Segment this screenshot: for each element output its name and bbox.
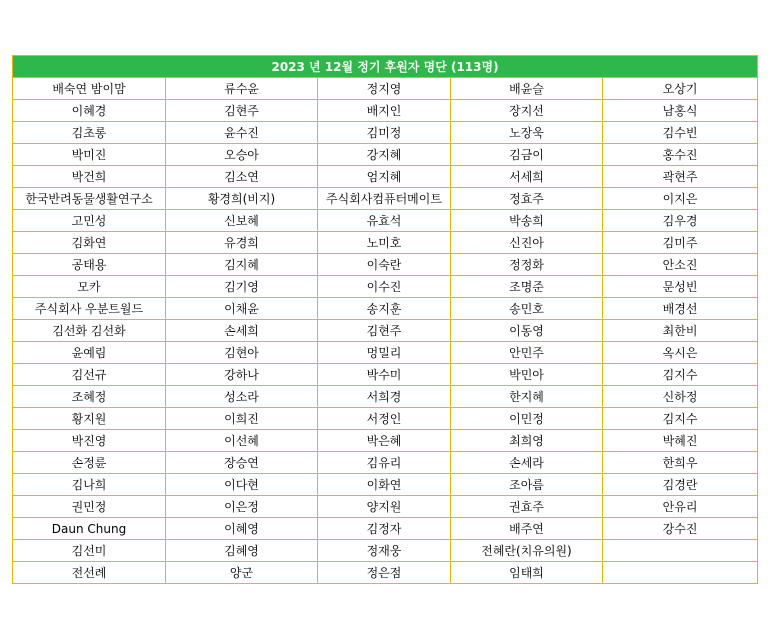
- donor-cell: 고민성: [13, 210, 166, 232]
- donor-cell: 조혜정: [13, 386, 166, 408]
- donor-cell: 김현아: [166, 342, 318, 364]
- donor-cell: 정은점: [318, 562, 451, 584]
- donor-cell: 황경희(비지): [166, 188, 318, 210]
- donor-cell: 김선규: [13, 364, 166, 386]
- donor-cell: 강지혜: [318, 144, 451, 166]
- table-row: [13, 342, 758, 364]
- table-row: [13, 78, 758, 100]
- donor-cell: 장지선: [451, 100, 603, 122]
- donor-cell: 최한비: [603, 320, 758, 342]
- donor-cell: 이숙란: [318, 254, 451, 276]
- donor-cell: 김현주: [318, 320, 451, 342]
- donor-cell: 서희경: [318, 386, 451, 408]
- donor-cell: 오승아: [166, 144, 318, 166]
- table-row: [13, 562, 758, 584]
- table-row: [13, 452, 758, 474]
- donor-cell: 이지은: [603, 188, 758, 210]
- donor-cell: 이희진: [166, 408, 318, 430]
- donor-cell: 배지인: [318, 100, 451, 122]
- donor-cell: 서세희: [451, 166, 603, 188]
- table-row: [13, 188, 758, 210]
- donor-cell: 김우경: [603, 210, 758, 232]
- donor-cell: 박진영: [13, 430, 166, 452]
- donor-cell: 정정화: [451, 254, 603, 276]
- donor-cell: 윤예림: [13, 342, 166, 364]
- donor-cell: 류수윤: [166, 78, 318, 100]
- donor-cell: [603, 562, 758, 584]
- donor-cell: 이은정: [166, 496, 318, 518]
- donor-cell: 배윤슬: [451, 78, 603, 100]
- donor-body: [13, 78, 758, 584]
- donor-cell: 윤수진: [166, 122, 318, 144]
- donor-cell: 멍밀리: [318, 342, 451, 364]
- donor-cell: 성소라: [166, 386, 318, 408]
- donor-cell: 김화연: [13, 232, 166, 254]
- donor-cell: 이선혜: [166, 430, 318, 452]
- donor-cell: 김초롱: [13, 122, 166, 144]
- donor-cell: 공태용: [13, 254, 166, 276]
- donor-cell: 전혜란(치유의원): [451, 540, 603, 562]
- donor-cell: 한지혜: [451, 386, 603, 408]
- donor-cell: 이혜경: [13, 100, 166, 122]
- donor-cell: 배경선: [603, 298, 758, 320]
- donor-cell: 강하나: [166, 364, 318, 386]
- table-row: [13, 298, 758, 320]
- table-row: [13, 386, 758, 408]
- donor-cell: 김지수: [603, 408, 758, 430]
- donor-cell: 홍수진: [603, 144, 758, 166]
- donor-cell: 김미주: [603, 232, 758, 254]
- donor-cell: 엄지혜: [318, 166, 451, 188]
- table-row: [13, 364, 758, 386]
- donor-cell: 박수미: [318, 364, 451, 386]
- donor-cell: 신진아: [451, 232, 603, 254]
- donor-cell: 주식회사컴퓨터메이트: [318, 188, 451, 210]
- donor-cell: 박혜진: [603, 430, 758, 452]
- donor-cell: 김선화 김선화: [13, 320, 166, 342]
- donor-cell: 유효석: [318, 210, 451, 232]
- donor-cell: 김소연: [166, 166, 318, 188]
- donor-cell: 한국반려동물생활연구소: [13, 188, 166, 210]
- donor-cell: 김나희: [13, 474, 166, 496]
- donor-cell: 안유리: [603, 496, 758, 518]
- table-row: [13, 100, 758, 122]
- table-row: [13, 518, 758, 540]
- donor-table: [12, 55, 758, 584]
- donor-cell: 조명준: [451, 276, 603, 298]
- table-row: [13, 408, 758, 430]
- donor-cell: 정지영: [318, 78, 451, 100]
- donor-cell: 김미정: [318, 122, 451, 144]
- donor-cell: 김선미: [13, 540, 166, 562]
- donor-cell: 오상기: [603, 78, 758, 100]
- donor-cell: 이혜영: [166, 518, 318, 540]
- table-row: [13, 540, 758, 562]
- donor-cell: 박건희: [13, 166, 166, 188]
- donor-cell: 강수진: [603, 518, 758, 540]
- donor-cell: Daun Chung: [13, 518, 166, 540]
- donor-cell: 김수빈: [603, 122, 758, 144]
- donor-cell: 안민주: [451, 342, 603, 364]
- donor-cell: 송민호: [451, 298, 603, 320]
- donor-cell: 김지혜: [166, 254, 318, 276]
- donor-cell: 이동영: [451, 320, 603, 342]
- donor-cell: 한희우: [603, 452, 758, 474]
- donor-cell: 김현주: [166, 100, 318, 122]
- donor-cell: 모카: [13, 276, 166, 298]
- donor-cell: 김유리: [318, 452, 451, 474]
- table-row: [13, 166, 758, 188]
- donor-cell: 유경희: [166, 232, 318, 254]
- donor-cell: 손세라: [451, 452, 603, 474]
- donor-cell: 신보혜: [166, 210, 318, 232]
- donor-cell: 서정인: [318, 408, 451, 430]
- donor-cell: 양지원: [318, 496, 451, 518]
- donor-cell: 박은혜: [318, 430, 451, 452]
- donor-cell: 정효주: [451, 188, 603, 210]
- donor-cell: 김정자: [318, 518, 451, 540]
- table-row: [13, 276, 758, 298]
- donor-cell: 배숙연 밤이맘: [13, 78, 166, 100]
- donor-cell: 전선례: [13, 562, 166, 584]
- donor-cell: 양군: [166, 562, 318, 584]
- donor-cell: 노미호: [318, 232, 451, 254]
- donor-cell: 이다현: [166, 474, 318, 496]
- donor-cell: 김경란: [603, 474, 758, 496]
- donor-cell: 박송희: [451, 210, 603, 232]
- table-row: [13, 210, 758, 232]
- donor-cell: 주식회사 우분트월드: [13, 298, 166, 320]
- donor-cell: 권효주: [451, 496, 603, 518]
- donor-cell: 김지수: [603, 364, 758, 386]
- donor-cell: 정재웅: [318, 540, 451, 562]
- donor-cell: 이민정: [451, 408, 603, 430]
- table-row: [13, 232, 758, 254]
- donor-cell: 장승연: [166, 452, 318, 474]
- donor-cell: 옥시은: [603, 342, 758, 364]
- table-row: [13, 474, 758, 496]
- table-row: [13, 254, 758, 276]
- donor-cell: 김기영: [166, 276, 318, 298]
- donor-cell: 이수진: [318, 276, 451, 298]
- donor-cell: 임태희: [451, 562, 603, 584]
- donor-cell: 최희영: [451, 430, 603, 452]
- donor-cell: 김혜영: [166, 540, 318, 562]
- donor-cell: 조아름: [451, 474, 603, 496]
- donor-cell: 곽현주: [603, 166, 758, 188]
- table-row: [13, 144, 758, 166]
- donor-cell: 신하정: [603, 386, 758, 408]
- donor-cell: 손세희: [166, 320, 318, 342]
- donor-cell: 송지훈: [318, 298, 451, 320]
- donor-cell: 황지원: [13, 408, 166, 430]
- donor-cell: 이채윤: [166, 298, 318, 320]
- donor-cell: 문성빈: [603, 276, 758, 298]
- donor-cell: 노장욱: [451, 122, 603, 144]
- donor-sheet: [12, 55, 757, 584]
- donor-cell: 김금이: [451, 144, 603, 166]
- table-row: [13, 430, 758, 452]
- donor-cell: [603, 540, 758, 562]
- title-row: [13, 56, 758, 78]
- table-row: [13, 496, 758, 518]
- donor-cell: 손정륜: [13, 452, 166, 474]
- donor-cell: 배주연: [451, 518, 603, 540]
- table-title: 2023 년 12월 정기 후원자 명단 (113명): [13, 56, 758, 78]
- donor-cell: 박민아: [451, 364, 603, 386]
- donor-cell: 권민정: [13, 496, 166, 518]
- donor-cell: 이화연: [318, 474, 451, 496]
- table-row: [13, 320, 758, 342]
- donor-cell: 남홍식: [603, 100, 758, 122]
- table-row: [13, 122, 758, 144]
- donor-cell: 박미진: [13, 144, 166, 166]
- donor-cell: 안소진: [603, 254, 758, 276]
